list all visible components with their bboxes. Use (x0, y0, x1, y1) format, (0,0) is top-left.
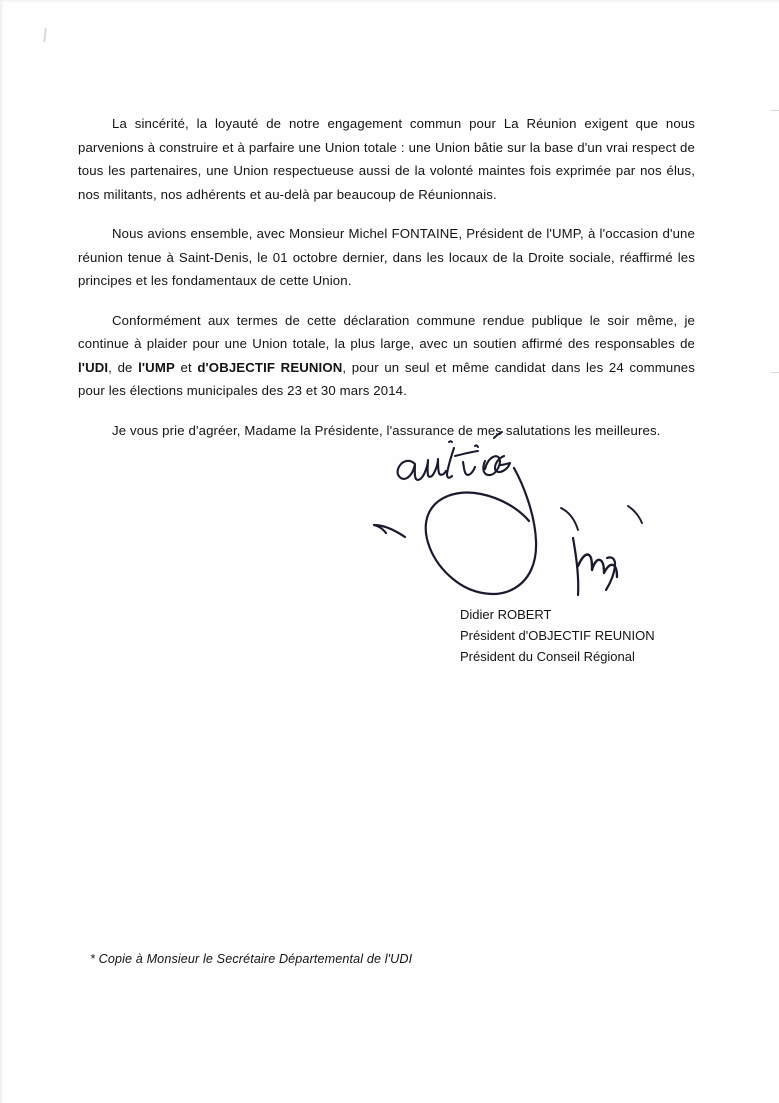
scan-tick-artifact-1 (770, 110, 779, 111)
segment-bold-udi: l'UDI (78, 359, 109, 375)
scan-tick-artifact-2 (770, 372, 779, 373)
paragraph-closing-salutation: Je vous prie d'agréer, Madame la Présidente, l'assurance de mes salutations les meilleures. (112, 422, 661, 438)
footnote-copy-recipient: * Copie à Monsieur le Secrétaire Départemental de l'UDI (90, 952, 413, 966)
signatory-title-conseil-regional: Président du Conseil Régional (460, 649, 635, 665)
segment-text: , pour un seul et même candidat dans les 24 communes pour les élections municipales des 23 et 30 mars 2014. (78, 359, 695, 398)
segment-bold-ump: l'UMP (138, 359, 175, 375)
segment-bold-objectif-reunion: d'OBJECTIF REUNION (197, 359, 343, 375)
paragraph-sincerity: La sincérité, la loyauté de notre engagement commun pour La Réunion exigent que nous parvenions à construire et à parfaire une Union totale : une Union bâtie sur la base d'un vrai respect de tous les partenaires, une Union respectueuse aussi de la volonté maintes fois exprimée par nos élus, nos militants, nos adhérents et au-delà par beaucoup de Réunionnais. (78, 116, 695, 202)
paragraph-meeting: Nous avions ensemble, avec Monsieur Michel FONTAINE, Président de l'UMP, à l'occasion d'une réunion tenue à Saint-Denis, le 01 octobre dernier, dans les locaux de la Droite sociale, réaffirmé les principes et les fondamentaux de cette Union. (78, 226, 695, 288)
scan-edge-artifact-top (0, 0, 779, 3)
segment-text: , de (108, 359, 139, 375)
signatory-block (460, 604, 655, 667)
letter-body (78, 112, 695, 458)
segment-text: et (174, 359, 198, 375)
signatory-title-objectif-reunion: Président d'OBJECTIF REUNION (460, 628, 655, 644)
segment-text: Conformément aux termes de cette déclaration commune rendue publique le soir même, je continue à plaider pour une Union totale, la plus large, avec un soutien affirmé des responsables de (78, 312, 695, 351)
signatory-name: Didier ROBERT (460, 607, 552, 622)
scan-edge-artifact-left (0, 0, 4, 1103)
scan-speck-artifact (43, 28, 46, 42)
paragraph-union-declaration (78, 309, 695, 403)
